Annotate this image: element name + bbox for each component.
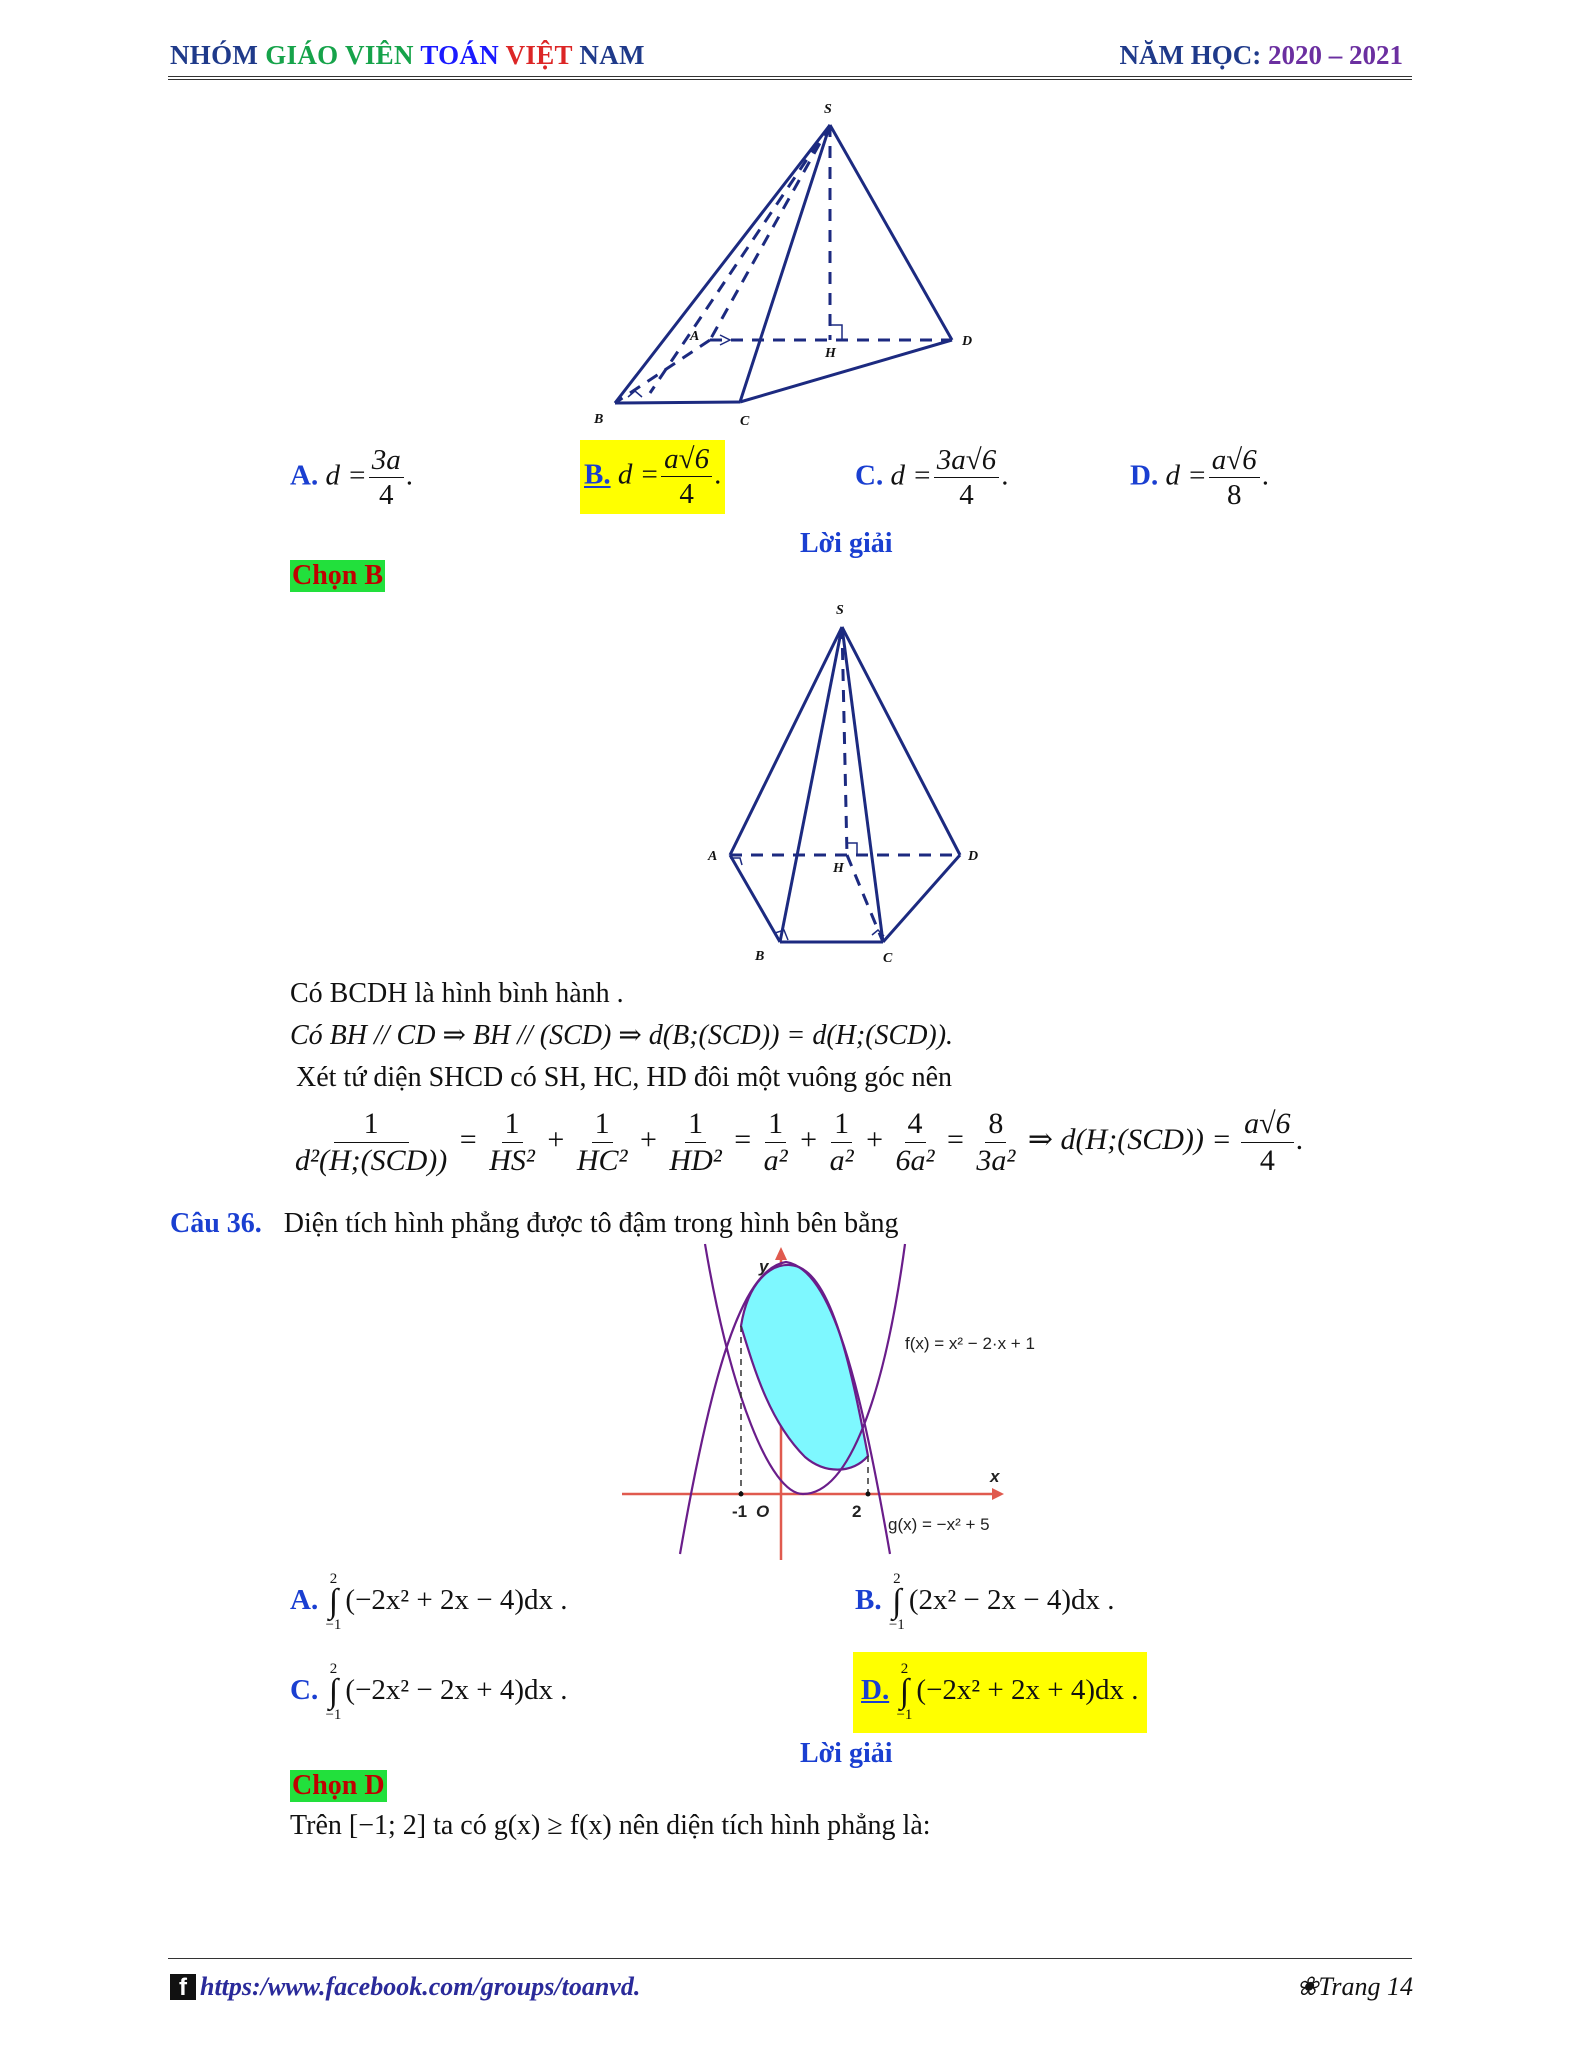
eq-frac-7-num: 8 [985,1108,1006,1143]
eq-frac-5-num: 1 [831,1108,852,1143]
q35-option-c-label: C. [855,459,884,492]
q36-option-a-lower: −1 [325,1616,342,1633]
q35-option-a-label: A. [290,459,319,492]
q35-option-b-var: d = [617,458,660,491]
q35-option-b-num: a√6 [661,444,712,477]
footer-rule [168,1958,1412,1959]
q36-option-a-label: A. [290,1583,319,1616]
q36-option-c[interactable] [290,1662,568,1723]
q36-option-c-upper: 2 [329,1661,338,1677]
fig2-label-a: A [708,849,718,864]
integral-icon: ∫ [892,1583,902,1620]
header-word-giao: GIÁO [265,40,346,70]
fig2-label-c: C [883,951,893,966]
q35-option-a-var: d = [325,459,367,492]
eq-frac-4-den: a² [763,1143,788,1177]
eq-implies: ⇒ d(H;(SCD)) = [1027,1122,1232,1156]
graph-origin-label: O [756,1502,770,1521]
eq-plus-2: + [639,1122,657,1156]
header-word-nhom: NHÓM [170,40,266,70]
q36-chon: Chọn D [292,1770,385,1801]
solution-line-1: Có BCDH là hình bình hành . [290,978,624,1009]
q35-option-b-dot: . [714,458,722,491]
graph-tick-m1: -1 [732,1502,748,1521]
q36-option-b-label: B. [855,1583,882,1616]
footer-link[interactable]: https:/www.facebook.com/groups/toanvd. [200,1972,641,2001]
q35-option-a-dot: . [405,459,414,492]
eq-frac-6-den: 6a² [895,1143,935,1177]
footer-page-number: Trang 14 [1318,1972,1413,2001]
integral-icon: ∫ [899,1673,910,1710]
q36-option-c-body: (−2x² − 2x + 4)dx . [345,1673,568,1706]
q36-text: Diện tích hình phẳng được tô đậm trong hình bên bằng [283,1208,899,1239]
fig2-label-s: S [836,603,844,618]
eq-frac-3-den: HD² [669,1143,722,1177]
header-year-label: NĂM HỌC: [1119,40,1268,70]
q35-option-d-dot: . [1261,459,1269,492]
header-word-toan: TOÁN [420,40,506,70]
fig1-label-c: C [740,414,750,429]
eq-frac-8-num: a√6 [1241,1108,1293,1143]
solution-line-2: Có BH // CD ⇒ BH // (SCD) ⇒ d(B;(SCD)) = d(H;(SCD)). [290,1020,954,1051]
q36-graph [620,1242,1090,1562]
eq-frac-0-den: d²(H;(SCD)) [295,1143,448,1177]
q36-option-b[interactable] [855,1572,1115,1633]
q35-option-a[interactable] [290,445,413,511]
eq-plus-1: + [547,1122,565,1156]
eq-frac-8-den: 4 [1259,1143,1275,1177]
pyramid-figure-1 [580,95,1000,440]
eq-sign-2: = [734,1122,752,1156]
q36-label: Câu 36. [170,1208,262,1239]
fig2-label-b: B [755,949,765,964]
q36-option-a[interactable] [290,1572,568,1633]
q35-option-c-var: d = [890,459,932,492]
eq-sign-3: = [947,1122,964,1156]
graph-x-label: x [990,1467,1000,1486]
solution-line-3: Xét tứ diện SHCD có SH, HC, HD đôi một vuông góc nên [296,1062,953,1093]
q35-option-d-label: D. [1130,459,1159,492]
graph-g-label: g(x) = −x² + 5 [888,1515,990,1534]
q35-option-b-label: B. [584,458,611,491]
q36-option-d-upper: 2 [900,1661,909,1677]
footer-page [1297,1972,1413,2002]
integral-icon: ∫ [328,1583,339,1620]
eq-frac-2-num: 1 [592,1108,613,1143]
header-year-value: 2020 – 2021 [1268,40,1403,70]
eq-frac-2-den: HC² [576,1143,628,1177]
fig1-label-b: B [594,412,604,427]
eq-frac-4-num: 1 [765,1108,786,1143]
q35-chon: Chọn B [292,560,384,591]
q35-option-a-den: 4 [379,479,394,512]
q36-option-b-upper: 2 [893,1571,901,1587]
eq-sign-1: = [459,1122,477,1156]
q36-option-b-lower: −1 [888,1616,905,1633]
q36-loi-giai: Lời giải [800,1738,893,1769]
fig1-label-s: S [824,102,832,117]
eq-frac-7-den: 3a² [976,1143,1016,1177]
eq-frac-1-den: HS² [489,1143,535,1177]
eq-frac-1-num: 1 [502,1108,523,1143]
q35-option-d-den: 8 [1226,479,1242,512]
q36-option-d-lower: −1 [896,1706,913,1723]
pyramid-figure-2 [700,600,1000,970]
eq-frac-6-num: 4 [905,1108,926,1143]
fig1-label-a: A [690,329,700,344]
q36-option-c-label: C. [290,1673,319,1706]
eq-plus-3: + [800,1122,818,1156]
graph-tick-2: 2 [852,1502,862,1521]
solution-equation [290,1108,1303,1176]
q35-option-b-den: 4 [679,478,694,511]
graph-f-label: f(x) = x² − 2·x + 1 [905,1334,1035,1353]
q36-option-b-body: (2x² − 2x − 4)dx . [908,1583,1115,1616]
header-rule [168,76,1412,80]
eq-plus-4: + [866,1122,883,1156]
fig1-label-d: D [962,334,973,349]
q35-option-b[interactable] [580,440,725,514]
flower-icon: ❀ [1296,1972,1319,2001]
q35-option-d[interactable] [1130,445,1269,511]
q35-option-c-dot: . [1001,459,1009,492]
header-word-nam: NAM [579,40,645,70]
header-word-vien: VIÊN [345,40,421,70]
fig2-label-d: D [968,849,979,864]
q36-final-line: Trên [−1; 2] ta có g(x) ≥ f(x) nên diện tích hình phẳng là: [290,1810,931,1841]
q35-option-d-var: d = [1165,459,1207,492]
header-word-viet: VIỆT [505,40,580,70]
q35-option-c-den: 4 [959,479,974,512]
q35-loi-giai: Lời giải [800,528,893,559]
eq-end: . [1295,1122,1304,1156]
graph-y-label: y [759,1257,769,1276]
q36-option-d-label: D. [861,1673,890,1706]
q35-option-c-num: 3a√6 [934,445,999,478]
eq-frac-0-num: 1 [334,1108,409,1143]
header-year [1120,40,1403,71]
q35-option-a-num: 3a [369,445,404,478]
eq-frac-3-num: 1 [685,1108,706,1143]
q36-header [170,1208,899,1240]
header-title [170,40,645,71]
q36-option-d-body: (−2x² + 2x + 4)dx . [916,1673,1139,1706]
fig1-label-h: H [825,346,836,361]
q36-option-a-upper: 2 [329,1571,338,1587]
fig2-label-h: H [833,861,844,876]
q35-option-c[interactable] [855,445,1008,511]
integral-icon: ∫ [328,1673,339,1710]
q36-option-c-lower: −1 [325,1706,342,1723]
facebook-icon: f [170,1974,196,2000]
eq-frac-5-den: a² [829,1143,854,1177]
q35-option-d-num: a√6 [1209,445,1260,478]
q36-option-d[interactable] [853,1652,1147,1733]
q36-option-a-body: (−2x² + 2x − 4)dx . [345,1583,568,1616]
